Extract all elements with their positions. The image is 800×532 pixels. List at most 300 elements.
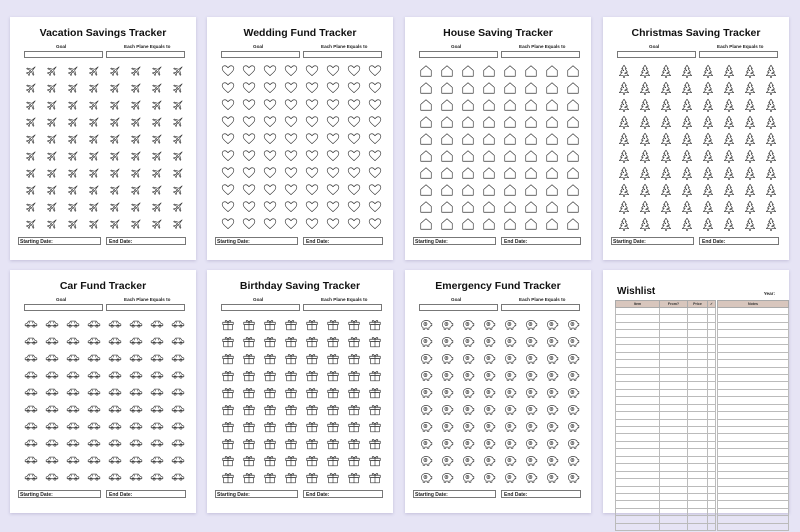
end-date-field[interactable] bbox=[303, 237, 383, 245]
notes-row[interactable] bbox=[718, 441, 789, 448]
wishlist-cell[interactable] bbox=[688, 330, 708, 337]
end-date-field[interactable] bbox=[699, 237, 779, 245]
starting-date-field[interactable] bbox=[413, 490, 496, 498]
wishlist-row[interactable] bbox=[616, 337, 716, 344]
wishlist-cell[interactable] bbox=[708, 501, 716, 508]
house-icon bbox=[440, 217, 454, 231]
wishlist-cell[interactable] bbox=[616, 441, 660, 448]
car-icon bbox=[129, 402, 143, 416]
wishlist-cell[interactable] bbox=[660, 337, 688, 344]
wishlist-row[interactable] bbox=[616, 308, 716, 315]
notes-cell[interactable] bbox=[718, 330, 789, 337]
tree-icon bbox=[722, 149, 736, 163]
wishlist-cell[interactable] bbox=[708, 508, 716, 515]
wishlist-cell[interactable] bbox=[688, 337, 708, 344]
tracker-title: Car Fund Tracker bbox=[59, 280, 147, 292]
notes-cell[interactable] bbox=[718, 508, 789, 515]
wishlist-cell[interactable] bbox=[616, 308, 660, 315]
plane-icon bbox=[45, 149, 59, 163]
plane-icon bbox=[108, 183, 122, 197]
piggy-bank-icon bbox=[440, 453, 454, 467]
wishlist-cell[interactable] bbox=[616, 389, 660, 396]
notes-header: Notes bbox=[718, 301, 789, 308]
wishlist-cell[interactable] bbox=[660, 456, 688, 463]
wishlist-cell[interactable] bbox=[688, 389, 708, 396]
notes-cell[interactable] bbox=[718, 464, 789, 471]
notes-cell[interactable] bbox=[718, 360, 789, 367]
heart-icon bbox=[368, 64, 382, 78]
plane-icon bbox=[24, 132, 38, 146]
notes-row[interactable] bbox=[718, 330, 789, 337]
house-icon bbox=[440, 81, 454, 95]
wishlist-cell[interactable] bbox=[660, 486, 688, 493]
notes-row[interactable] bbox=[718, 427, 789, 434]
notes-cell[interactable] bbox=[718, 434, 789, 441]
wishlist-cell[interactable] bbox=[660, 397, 688, 404]
wishlist-row[interactable] bbox=[616, 441, 716, 448]
goal-field[interactable] bbox=[24, 304, 103, 311]
wishlist-cell[interactable] bbox=[688, 412, 708, 419]
wishlist-cell[interactable] bbox=[708, 456, 716, 463]
notes-row[interactable] bbox=[718, 456, 789, 463]
wishlist-cell[interactable] bbox=[660, 508, 688, 515]
notes-cell[interactable] bbox=[718, 493, 789, 500]
notes-row[interactable] bbox=[718, 493, 789, 500]
starting-date-field[interactable] bbox=[611, 237, 694, 245]
wishlist-cell[interactable] bbox=[660, 374, 688, 381]
wishlist-row[interactable] bbox=[616, 471, 716, 478]
wishlist-cell[interactable] bbox=[616, 516, 660, 523]
wishlist-cell[interactable] bbox=[616, 464, 660, 471]
wishlist-cell[interactable] bbox=[688, 360, 708, 367]
wishlist-cell[interactable] bbox=[708, 382, 716, 389]
notes-row[interactable] bbox=[718, 464, 789, 471]
wishlist-cell[interactable] bbox=[688, 501, 708, 508]
wishlist-cell[interactable] bbox=[660, 493, 688, 500]
wishlist-row[interactable] bbox=[616, 389, 716, 396]
heart-icon bbox=[326, 64, 340, 78]
goal-field[interactable] bbox=[221, 51, 300, 58]
wishlist-cell[interactable] bbox=[616, 456, 660, 463]
wishlist-cell[interactable] bbox=[660, 516, 688, 523]
piggy-bank-icon bbox=[524, 419, 538, 433]
wishlist-cell[interactable] bbox=[708, 322, 716, 329]
wishlist-cell[interactable] bbox=[688, 471, 708, 478]
wishlist-cell[interactable] bbox=[688, 345, 708, 352]
wishlist-cell[interactable] bbox=[708, 367, 716, 374]
end-date-field[interactable] bbox=[303, 490, 383, 498]
wishlist-cell[interactable] bbox=[688, 441, 708, 448]
each-equals-field[interactable] bbox=[501, 304, 580, 311]
wishlist-cell[interactable] bbox=[708, 523, 716, 530]
plane-icon bbox=[108, 98, 122, 112]
each-equals-label: Each Plane Equals to bbox=[321, 44, 368, 49]
wishlist-cell[interactable] bbox=[708, 374, 716, 381]
wishlist-cell[interactable] bbox=[616, 508, 660, 515]
notes-cell[interactable] bbox=[718, 352, 789, 359]
notes-row[interactable] bbox=[718, 516, 789, 523]
wishlist-cell[interactable] bbox=[708, 427, 716, 434]
wishlist-row[interactable] bbox=[616, 456, 716, 463]
notes-cell[interactable] bbox=[718, 516, 789, 523]
wishlist-row[interactable] bbox=[616, 493, 716, 500]
end-date-field[interactable] bbox=[106, 237, 186, 245]
wishlist-row[interactable] bbox=[616, 374, 716, 381]
wishlist-cell[interactable] bbox=[688, 486, 708, 493]
wishlist-cell[interactable] bbox=[708, 397, 716, 404]
notes-row[interactable] bbox=[718, 337, 789, 344]
wishlist-cell[interactable] bbox=[660, 404, 688, 411]
notes-cell[interactable] bbox=[718, 486, 789, 493]
notes-row[interactable] bbox=[718, 352, 789, 359]
wishlist-cell[interactable] bbox=[708, 419, 716, 426]
notes-row[interactable] bbox=[718, 523, 789, 530]
wishlist-row[interactable] bbox=[616, 486, 716, 493]
wishlist-row[interactable] bbox=[616, 330, 716, 337]
wishlist-cell[interactable] bbox=[616, 501, 660, 508]
wishlist-cell[interactable] bbox=[688, 367, 708, 374]
wishlist-cell[interactable] bbox=[708, 493, 716, 500]
wishlist-cell[interactable] bbox=[616, 397, 660, 404]
goal-label: Goal bbox=[451, 44, 462, 49]
tree-icon bbox=[701, 183, 715, 197]
piggy-bank-icon bbox=[482, 419, 496, 433]
notes-cell[interactable] bbox=[718, 374, 789, 381]
wishlist-cell[interactable] bbox=[688, 382, 708, 389]
wishlist-cell[interactable] bbox=[688, 449, 708, 456]
wishlist-cell[interactable] bbox=[616, 419, 660, 426]
gift-icon bbox=[242, 317, 256, 331]
wishlist-cell[interactable] bbox=[660, 419, 688, 426]
wishlist-cell[interactable] bbox=[688, 493, 708, 500]
piggy-bank-icon bbox=[524, 317, 538, 331]
notes-row[interactable] bbox=[718, 308, 789, 315]
wishlist-cell[interactable] bbox=[688, 523, 708, 530]
each-equals-field[interactable] bbox=[106, 304, 185, 311]
wishlist-row[interactable] bbox=[616, 523, 716, 530]
notes-row[interactable] bbox=[718, 367, 789, 374]
notes-row[interactable] bbox=[718, 434, 789, 441]
notes-row[interactable] bbox=[718, 374, 789, 381]
wishlist-cell[interactable] bbox=[616, 404, 660, 411]
wishlist-row[interactable] bbox=[616, 516, 716, 523]
wishlist-cell[interactable] bbox=[688, 419, 708, 426]
notes-cell[interactable] bbox=[718, 501, 789, 508]
wishlist-cell[interactable] bbox=[616, 322, 660, 329]
wishlist-cell[interactable] bbox=[660, 389, 688, 396]
car-icon bbox=[66, 402, 80, 416]
starting-date-field[interactable] bbox=[215, 490, 298, 498]
wishlist-cell[interactable] bbox=[708, 330, 716, 337]
wishlist-cell[interactable] bbox=[660, 412, 688, 419]
wishlist-cell[interactable] bbox=[616, 523, 660, 530]
wishlist-cell[interactable] bbox=[688, 464, 708, 471]
notes-cell[interactable] bbox=[718, 471, 789, 478]
piggy-bank-icon bbox=[461, 334, 475, 348]
wishlist-cell[interactable] bbox=[660, 464, 688, 471]
heart-icon bbox=[242, 81, 256, 95]
notes-cell[interactable] bbox=[718, 322, 789, 329]
wishlist-cell[interactable] bbox=[616, 330, 660, 337]
wishlist-row[interactable] bbox=[616, 382, 716, 389]
house-icon bbox=[482, 200, 496, 214]
wishlist-row[interactable] bbox=[616, 360, 716, 367]
notes-cell[interactable] bbox=[718, 367, 789, 374]
wishlist-cell[interactable] bbox=[616, 412, 660, 419]
wishlist-cell[interactable] bbox=[708, 516, 716, 523]
wishlist-cell[interactable] bbox=[708, 352, 716, 359]
notes-cell[interactable] bbox=[718, 479, 789, 486]
wishlist-cell[interactable] bbox=[616, 315, 660, 322]
goal-field[interactable] bbox=[419, 304, 498, 311]
wishlist-cell[interactable] bbox=[708, 345, 716, 352]
wishlist-row[interactable] bbox=[616, 315, 716, 322]
plane-icon bbox=[87, 98, 101, 112]
wishlist-cell[interactable] bbox=[616, 374, 660, 381]
wishlist-cell[interactable] bbox=[616, 479, 660, 486]
wishlist-cell[interactable] bbox=[660, 501, 688, 508]
goal-field[interactable] bbox=[617, 51, 696, 58]
icon-grid bbox=[217, 315, 385, 485]
wishlist-cell[interactable] bbox=[660, 441, 688, 448]
starting-date-field[interactable] bbox=[215, 237, 298, 245]
notes-cell[interactable] bbox=[718, 382, 789, 389]
wishlist-cell[interactable] bbox=[688, 397, 708, 404]
notes-row[interactable] bbox=[718, 479, 789, 486]
each-equals-label: Each Plane Equals to bbox=[321, 297, 368, 302]
wishlist-cell[interactable] bbox=[688, 456, 708, 463]
goal-field[interactable] bbox=[419, 51, 498, 58]
wishlist-cell[interactable] bbox=[660, 382, 688, 389]
wishlist-cell[interactable] bbox=[708, 464, 716, 471]
wishlist-cell[interactable] bbox=[708, 315, 716, 322]
car-icon bbox=[150, 317, 164, 331]
tree-icon bbox=[701, 98, 715, 112]
wishlist-row[interactable] bbox=[616, 464, 716, 471]
wishlist-cell[interactable] bbox=[688, 516, 708, 523]
house-icon bbox=[419, 149, 433, 163]
car-icon bbox=[45, 385, 59, 399]
notes-row[interactable] bbox=[718, 471, 789, 478]
notes-cell[interactable] bbox=[718, 397, 789, 404]
notes-row[interactable] bbox=[718, 486, 789, 493]
notes-row[interactable] bbox=[718, 382, 789, 389]
wishlist-cell[interactable] bbox=[708, 441, 716, 448]
tree-icon bbox=[701, 64, 715, 78]
wishlist-row[interactable] bbox=[616, 434, 716, 441]
wishlist-row[interactable] bbox=[616, 322, 716, 329]
wishlist-cell[interactable] bbox=[660, 308, 688, 315]
plane-icon bbox=[45, 115, 59, 129]
wishlist-cell[interactable] bbox=[616, 337, 660, 344]
tree-icon bbox=[638, 132, 652, 146]
wishlist-row[interactable] bbox=[616, 501, 716, 508]
house-icon bbox=[545, 81, 559, 95]
wishlist-cell[interactable] bbox=[688, 508, 708, 515]
gift-icon bbox=[368, 453, 382, 467]
wishlist-cell[interactable] bbox=[616, 345, 660, 352]
each-equals-field[interactable] bbox=[699, 51, 778, 58]
notes-cell[interactable] bbox=[718, 345, 789, 352]
wishlist-cell[interactable] bbox=[616, 486, 660, 493]
wishlist-cell[interactable] bbox=[616, 427, 660, 434]
starting-date-field[interactable] bbox=[18, 490, 101, 498]
house-icon bbox=[524, 166, 538, 180]
gift-icon bbox=[305, 470, 319, 484]
gift-icon bbox=[326, 436, 340, 450]
plane-icon bbox=[24, 183, 38, 197]
wishlist-cell[interactable] bbox=[660, 345, 688, 352]
wishlist-cell[interactable] bbox=[660, 360, 688, 367]
piggy-bank-icon bbox=[566, 470, 580, 484]
wishlist-cell[interactable] bbox=[688, 479, 708, 486]
plane-icon bbox=[108, 217, 122, 231]
wishlist-cell[interactable] bbox=[616, 434, 660, 441]
wishlist-cell[interactable] bbox=[688, 352, 708, 359]
wishlist-cell[interactable] bbox=[708, 486, 716, 493]
wishlist-cell[interactable] bbox=[688, 374, 708, 381]
wishlist-row[interactable] bbox=[616, 427, 716, 434]
wishlist-cell[interactable] bbox=[688, 315, 708, 322]
notes-row[interactable] bbox=[718, 501, 789, 508]
car-icon bbox=[87, 351, 101, 365]
end-date-field[interactable] bbox=[106, 490, 186, 498]
piggy-bank-icon bbox=[482, 351, 496, 365]
wishlist-row[interactable] bbox=[616, 419, 716, 426]
notes-row[interactable] bbox=[718, 508, 789, 515]
wishlist-cell[interactable] bbox=[660, 322, 688, 329]
wishlist-cell[interactable] bbox=[660, 471, 688, 478]
tree-icon bbox=[743, 81, 757, 95]
tree-icon bbox=[638, 64, 652, 78]
wishlist-cell[interactable] bbox=[708, 479, 716, 486]
gift-icon bbox=[326, 351, 340, 365]
each-equals-field[interactable] bbox=[303, 304, 382, 311]
wishlist-cell[interactable] bbox=[708, 434, 716, 441]
wishlist-cell[interactable] bbox=[660, 479, 688, 486]
wishlist-cell[interactable] bbox=[616, 367, 660, 374]
notes-cell[interactable] bbox=[718, 389, 789, 396]
notes-row[interactable] bbox=[718, 315, 789, 322]
wishlist-row[interactable] bbox=[616, 397, 716, 404]
wishlist-cell[interactable] bbox=[708, 404, 716, 411]
piggy-bank-icon bbox=[503, 351, 517, 365]
starting-date-field[interactable] bbox=[18, 237, 101, 245]
notes-row[interactable] bbox=[718, 397, 789, 404]
notes-cell[interactable] bbox=[718, 523, 789, 530]
notes-cell[interactable] bbox=[718, 412, 789, 419]
wishlist-cell[interactable] bbox=[616, 471, 660, 478]
notes-row[interactable] bbox=[718, 345, 789, 352]
gift-icon bbox=[347, 453, 361, 467]
each-equals-field[interactable] bbox=[501, 51, 580, 58]
heart-icon bbox=[263, 217, 277, 231]
wishlist-cell[interactable] bbox=[688, 404, 708, 411]
each-equals-field[interactable] bbox=[106, 51, 185, 58]
wishlist-cell[interactable] bbox=[688, 427, 708, 434]
wishlist-cell[interactable] bbox=[708, 412, 716, 419]
wishlist-cell[interactable] bbox=[708, 360, 716, 367]
gift-icon bbox=[221, 385, 235, 399]
wishlist-row[interactable] bbox=[616, 367, 716, 374]
wishlist-cell[interactable] bbox=[708, 449, 716, 456]
wishlist-cell[interactable] bbox=[616, 382, 660, 389]
goal-field[interactable] bbox=[24, 51, 103, 58]
plane-icon bbox=[66, 166, 80, 180]
gift-icon bbox=[284, 402, 298, 416]
wishlist-row[interactable] bbox=[616, 345, 716, 352]
notes-row[interactable] bbox=[718, 404, 789, 411]
wishlist-row[interactable] bbox=[616, 449, 716, 456]
wishlist-cell[interactable] bbox=[708, 389, 716, 396]
notes-cell[interactable] bbox=[718, 315, 789, 322]
wishlist-row[interactable] bbox=[616, 404, 716, 411]
notes-cell[interactable] bbox=[718, 441, 789, 448]
wishlist-cell[interactable] bbox=[688, 322, 708, 329]
goal-field[interactable] bbox=[221, 304, 300, 311]
wishlist-cell[interactable] bbox=[688, 308, 708, 315]
gift-icon bbox=[284, 453, 298, 467]
wishlist-row[interactable] bbox=[616, 352, 716, 359]
wishlist-cell[interactable] bbox=[688, 434, 708, 441]
wishlist-cell[interactable] bbox=[660, 315, 688, 322]
wishlist-cell[interactable] bbox=[708, 337, 716, 344]
wishlist-cell[interactable] bbox=[616, 352, 660, 359]
wishlist-row[interactable] bbox=[616, 412, 716, 419]
notes-cell[interactable] bbox=[718, 404, 789, 411]
house-icon bbox=[545, 98, 559, 112]
tree-icon bbox=[680, 81, 694, 95]
wishlist-cell[interactable] bbox=[660, 352, 688, 359]
icon-grid bbox=[20, 62, 188, 232]
wishlist-cell[interactable] bbox=[660, 330, 688, 337]
each-equals-field[interactable] bbox=[303, 51, 382, 58]
notes-row[interactable] bbox=[718, 322, 789, 329]
wishlist-cell[interactable] bbox=[660, 434, 688, 441]
notes-row[interactable] bbox=[718, 412, 789, 419]
notes-cell[interactable] bbox=[718, 308, 789, 315]
wishlist-cell[interactable] bbox=[660, 367, 688, 374]
heart-icon bbox=[347, 132, 361, 146]
wishlist-cell[interactable] bbox=[616, 449, 660, 456]
tree-icon bbox=[680, 200, 694, 214]
wishlist-cell[interactable] bbox=[660, 449, 688, 456]
end-date-field[interactable] bbox=[501, 490, 581, 498]
notes-cell[interactable] bbox=[718, 337, 789, 344]
notes-cell[interactable] bbox=[718, 419, 789, 426]
wishlist-row[interactable] bbox=[616, 479, 716, 486]
wishlist-cell[interactable] bbox=[616, 360, 660, 367]
house-icon bbox=[440, 149, 454, 163]
end-date-field[interactable] bbox=[501, 237, 581, 245]
wishlist-cell[interactable] bbox=[660, 523, 688, 530]
wishlist-cell[interactable] bbox=[708, 308, 716, 315]
wishlist-cell[interactable] bbox=[616, 493, 660, 500]
tree-icon bbox=[638, 149, 652, 163]
wishlist-cell[interactable] bbox=[660, 427, 688, 434]
notes-cell[interactable] bbox=[718, 456, 789, 463]
starting-date-field[interactable] bbox=[413, 237, 496, 245]
notes-row[interactable] bbox=[718, 389, 789, 396]
notes-cell[interactable] bbox=[718, 449, 789, 456]
wishlist-cell[interactable] bbox=[708, 471, 716, 478]
notes-row[interactable] bbox=[718, 419, 789, 426]
wishlist-row[interactable] bbox=[616, 508, 716, 515]
notes-row[interactable] bbox=[718, 449, 789, 456]
notes-row[interactable] bbox=[718, 360, 789, 367]
piggy-bank-icon bbox=[461, 419, 475, 433]
notes-cell[interactable] bbox=[718, 427, 789, 434]
